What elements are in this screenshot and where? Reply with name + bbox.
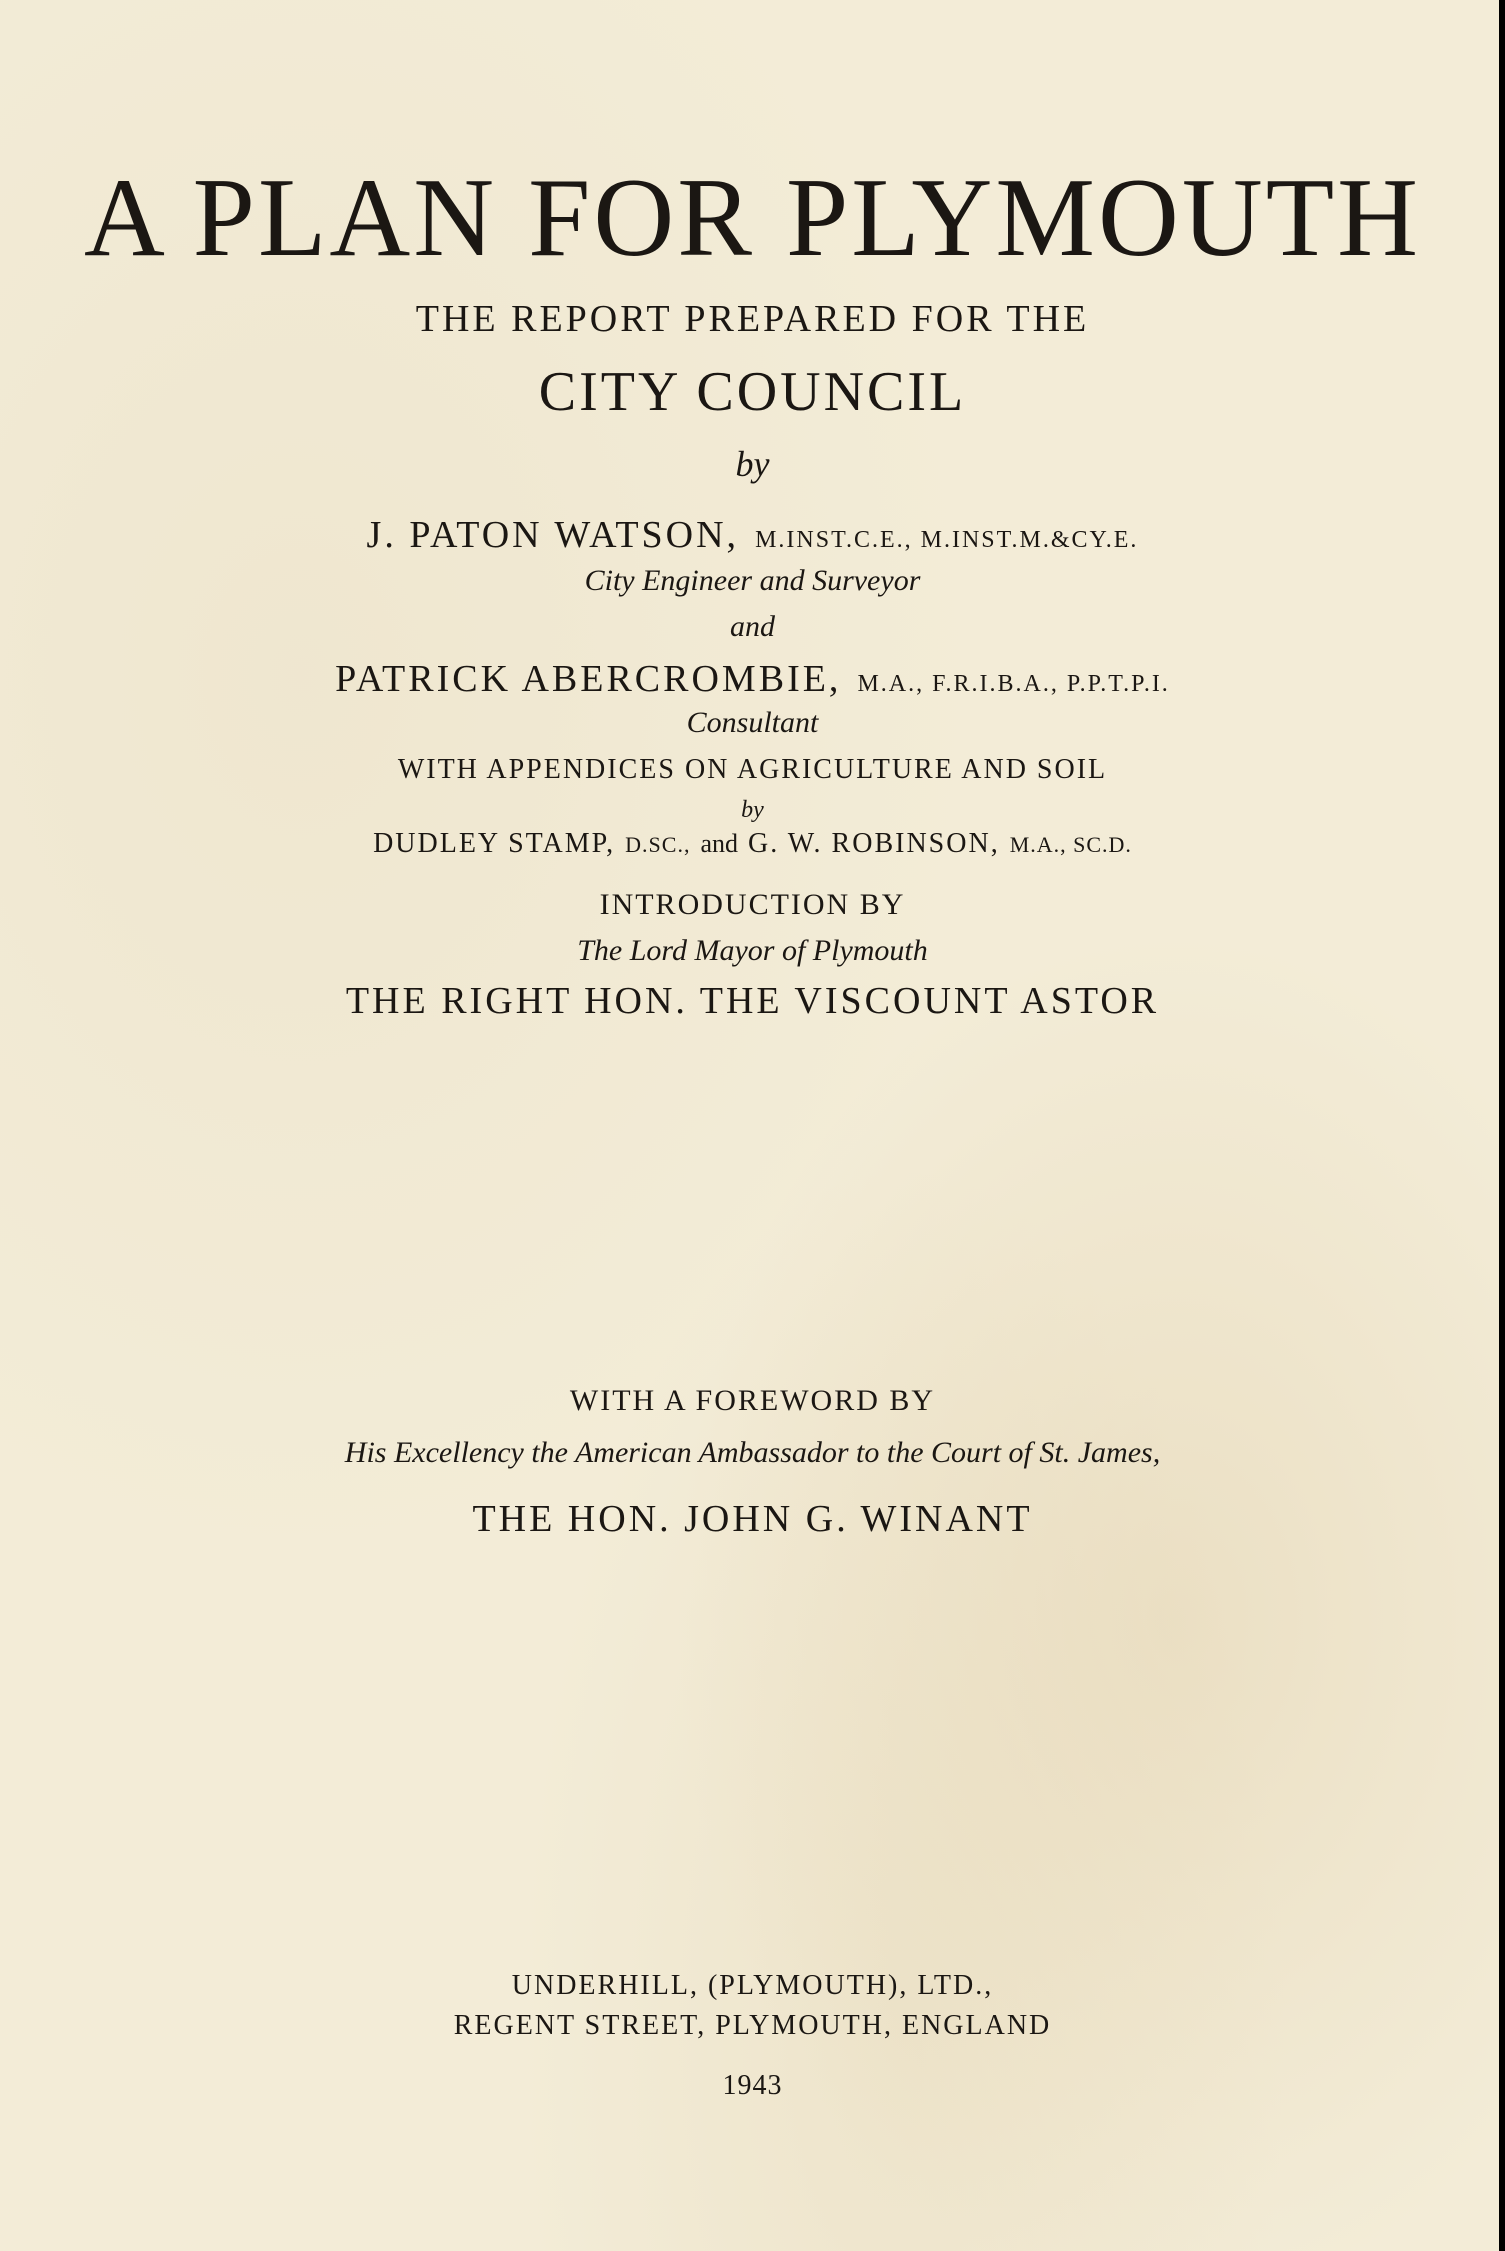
- book-title: A PLAN FOR PLYMOUTH: [83, 156, 1422, 280]
- introduction-name: THE RIGHT HON. THE VISCOUNT ASTOR: [345, 980, 1160, 1022]
- introduction-heading: INTRODUCTION BY: [599, 888, 906, 921]
- appendix-and-connector: and: [700, 829, 738, 858]
- council-heading: CITY COUNCIL: [538, 361, 967, 423]
- and-connector: and: [730, 610, 775, 643]
- foreword-name: THE HON. JOHN G. WINANT: [472, 1498, 1033, 1540]
- foreword-role: His Excellency the American Ambassador to the Court of St. James,: [344, 1436, 1161, 1469]
- subtitle-line: THE REPORT PREPARED FOR THE: [415, 298, 1090, 340]
- scan-edge: [1499, 0, 1505, 2251]
- appendix-author-b: G. W. ROBINSON,: [747, 828, 1000, 859]
- appendices-line: WITH APPENDICES ON AGRICULTURE AND SOIL: [397, 754, 1108, 785]
- appendix-author-a-quals: D.SC.,: [625, 832, 691, 857]
- author-1-qualifications: M.INST.C.E., M.INST.M.&CY.E.: [755, 527, 1139, 553]
- author-1-name: J. PATON WATSON,: [366, 514, 740, 556]
- appendix-author-b-quals: M.A., SC.D.: [1009, 832, 1132, 857]
- author-2-line: [0, 660, 1505, 698]
- author-2-qualifications: M.A., F.R.I.B.A., P.P.T.P.I.: [857, 671, 1170, 697]
- appendix-author-a: DUDLEY STAMP,: [373, 828, 616, 859]
- foreword-heading: WITH A FOREWORD BY: [569, 1384, 936, 1417]
- by-connector-1: by: [735, 444, 770, 484]
- author-1-role: City Engineer and Surveyor: [584, 564, 921, 597]
- introduction-role: The Lord Mayor of Plymouth: [577, 934, 928, 967]
- author-2-role: Consultant: [686, 706, 819, 739]
- author-2-name: PATRICK ABERCROMBIE,: [335, 658, 842, 700]
- publication-year: 1943: [722, 2070, 783, 2101]
- author-1-line: [0, 516, 1505, 554]
- by-connector-2: by: [741, 797, 764, 823]
- publisher-line-1: UNDERHILL, (PLYMOUTH), LTD.,: [511, 1970, 994, 2001]
- publisher-line-2: REGENT STREET, PLYMOUTH, ENGLAND: [453, 2010, 1052, 2041]
- appendix-authors-line: [0, 830, 1505, 858]
